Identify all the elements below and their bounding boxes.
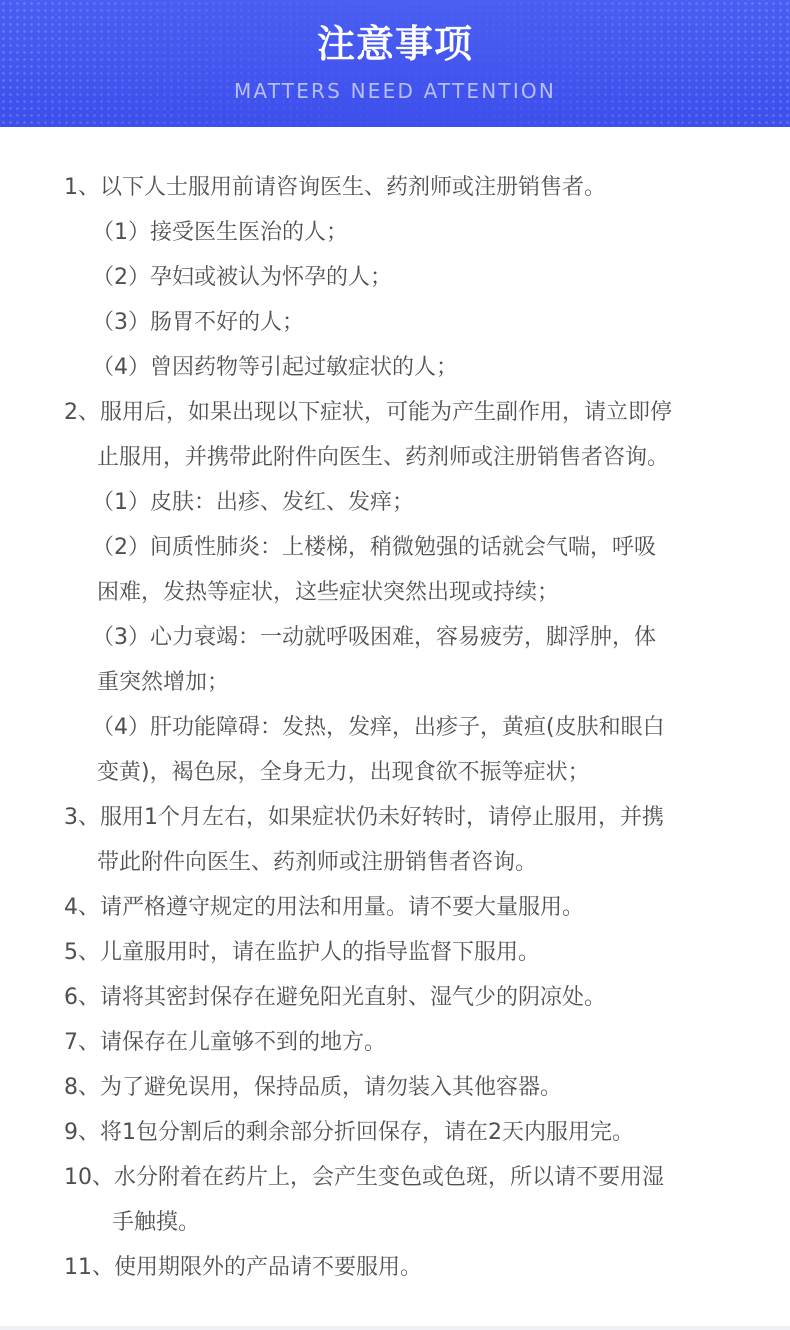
bottom-divider — [0, 1326, 790, 1330]
notice-subitem-2-3: （3）心力衰竭：一动就呼吸困难，容易疲劳，脚浮肿，体 — [92, 625, 656, 650]
notice-item-11: 11、使用期限外的产品请不要服用。 — [64, 1255, 422, 1280]
notice-subitem-2-2: （2）间质性肺炎：上楼梯，稍微勉强的话就会气喘，呼吸 — [92, 535, 656, 560]
notice-item-1: 1、以下人士服用前请咨询医生、药剂师或注册销售者。 — [64, 175, 606, 200]
notice-subitem-2-1: （1）皮肤：出疹、发红、发痒； — [92, 490, 414, 515]
notice-item-8: 8、为了避免误用，保持品质，请勿装入其他容器。 — [64, 1075, 562, 1100]
notice-item-10-continued: 手触摸。 — [112, 1210, 201, 1235]
notice-item-3: 3、服用1个月左右，如果症状仍未好转时，请停止服用，并携 — [64, 805, 664, 830]
notice-subitem-1-4: （4）曾因药物等引起过敏症状的人； — [92, 355, 458, 380]
notice-item-3-continued: 带此附件向医生、药剂师或注册销售者咨询。 — [97, 850, 538, 875]
notice-subitem-2-4: （4）肝功能障碍：发热，发痒，出疹子，黄疸(皮肤和眼白 — [92, 715, 665, 740]
page-title: 注意事项 — [316, 22, 473, 66]
notice-subitem-1-1: （1）接受医生医治的人； — [92, 220, 348, 245]
notice-item-9: 9、将1包分割后的剩余部分折回保存，请在2天内服用完。 — [64, 1120, 634, 1145]
notice-item-2: 2、服用后，如果出现以下症状，可能为产生副作用，请立即停 — [64, 400, 672, 425]
notice-item-10: 10、水分附着在药片上，会产生变色或色斑，所以请不要用湿 — [64, 1165, 664, 1190]
notice-item-2-continued: 止服用，并携带此附件向医生、药剂师或注册销售者咨询。 — [97, 445, 670, 470]
notice-item-4: 4、请严格遵守规定的用法和用量。请不要大量服用。 — [64, 895, 584, 920]
notice-subitem-2-3-continued: 重突然增加； — [97, 670, 230, 695]
notice-subitem-2-2-continued: 困难，发热等症状，这些症状突然出现或持续； — [97, 580, 560, 605]
header-banner — [0, 0, 790, 127]
notice-subitem-2-4-continued: 变黄)，褐色尿，全身无力，出现食欲不振等症状； — [97, 760, 590, 785]
notice-item-5: 5、儿童服用时，请在监护人的指导监督下服用。 — [64, 940, 540, 965]
page-subtitle: MATTERS NEED ATTENTION — [233, 79, 557, 103]
notice-subitem-1-2: （2）孕妇或被认为怀孕的人； — [92, 265, 392, 290]
notice-item-7: 7、请保存在儿童够不到的地方。 — [64, 1030, 386, 1055]
notice-item-6: 6、请将其密封保存在避免阳光直射、湿气少的阴凉处。 — [64, 985, 606, 1010]
notice-subitem-1-3: （3）肠胃不好的人； — [92, 310, 304, 335]
